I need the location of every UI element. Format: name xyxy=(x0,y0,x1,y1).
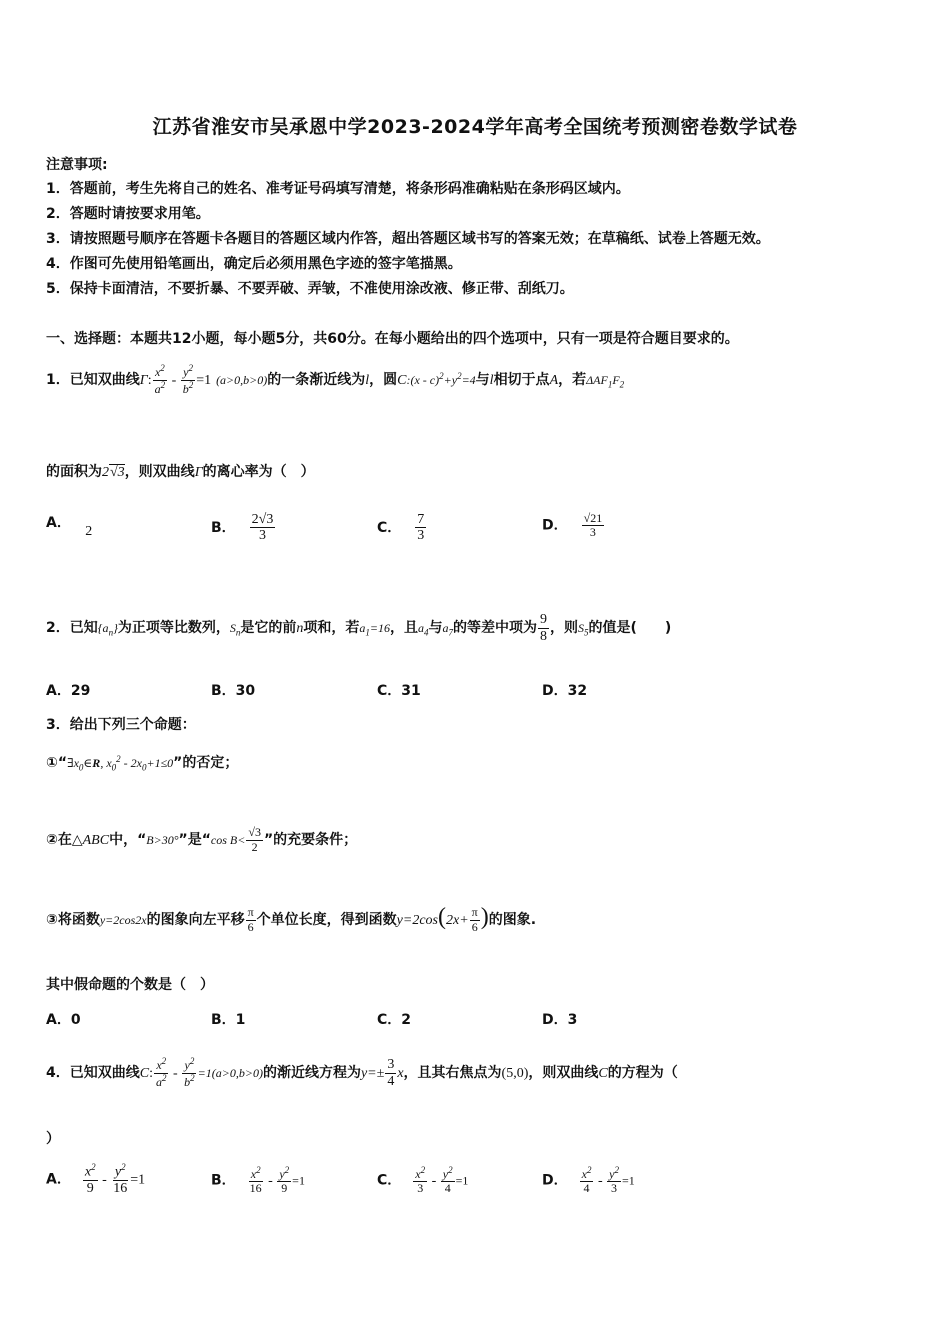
option-c[interactable]: C．31 xyxy=(377,683,421,699)
option-a[interactable]: A． $\frac{x^2}{9}$ - $\frac{y^2}{16}$ =1 xyxy=(46,1162,146,1197)
question-4: 4．已知双曲线C: $\frac{x^2}{a^2}$ - $\frac{y^2}{b^2}$ =1(a>0,b>0)的渐近线方程为y=± $\frac{3}{4}$ x，且其右焦点为(5,0)，则双曲线C的方程为（ xyxy=(46,1056,678,1089)
option-b[interactable]: B． $\frac{x^2}{16}$ - $\frac{y^2}{9}$ =1 xyxy=(211,1165,305,1196)
question-1-line-2: 的面积为2√3，则双曲线Γ的离心率为（ ） xyxy=(46,464,315,480)
question-1-line-1: 1．已知双曲线Γ: $\frac{x^2}{a^2}$ - $\frac{y^2}{b^2}$ =1 (a>0,b>0)的一条渐近线为l，圆C:(x - $c)^2+y^2=4$与l相切于点A，若$\Delta AF_1F_2$ xyxy=(46,363,625,396)
option-b[interactable]: B．30 xyxy=(211,683,256,699)
option-c[interactable]: C． $\frac{x^2}{3}$ - $\frac{y^2}{4}$ =1 xyxy=(377,1165,469,1196)
option-d[interactable]: D． $\frac{√21}{3}$ xyxy=(542,511,603,540)
notice-item: 3．请按照题号顺序在答题卡各题目的答题区域内作答，超出答题区域书写的答案无效；在草稿纸、试卷上答题无效。 xyxy=(46,231,770,247)
notice-heading: 注意事项: xyxy=(46,157,108,173)
section-heading: 一、选择题：本题共12小题，每小题5分，共60分。在每小题给出的四个选项中，只有一项是符合题目要求的。 xyxy=(46,331,739,347)
notice-item: 1．答题前，考生先将自己的姓名、准考证号码填写清楚，将条形码准确粘贴在条形码区域内。 xyxy=(46,181,630,197)
option-d[interactable]: D． $\frac{x^2}{4}$ - $\frac{y^2}{3}$ =1 xyxy=(542,1165,635,1196)
option-a[interactable]: A． 2 xyxy=(46,515,93,539)
question-3: 3．给出下列三个命题： xyxy=(46,717,196,733)
question-4-close: ） xyxy=(46,1131,60,1147)
option-c[interactable]: C．2 xyxy=(377,1012,412,1028)
notice-item: 2．答题时请按要求用笔。 xyxy=(46,206,210,222)
question-3-prompt: 其中假命题的个数是（ ） xyxy=(46,977,214,993)
option-a[interactable]: A．29 xyxy=(46,683,91,699)
proposition-3: ③将函数y=2cos2x的图象向左平移 $\frac{\pi}{6}$ 个单位长度，得到函数y=2cos(2x+ $\frac{\pi}{6}$ )的图象. xyxy=(46,904,537,934)
option-a[interactable]: A．0 xyxy=(46,1012,81,1028)
question-2: 2．已知$\{a_n\}$为正项等比数列，$S_n$是它的前n项和，若$a_1=16$，且$a_4$与$a_7$的等差中项为 $\frac{9}{8}$ ，则$S_5$的值是( ) xyxy=(46,612,672,644)
proposition-1: $①“\exists x_0\in R$, $x_0^2 - 2x_0+1\le 0$”的否定； xyxy=(46,754,239,773)
notice-item: 4．作图可先使用铅笔画出，确定后必须用黑色字迹的签字笔描黑。 xyxy=(46,256,462,272)
notice-item: 5．保持卡面清洁，不要折暴、不要弄破、弄皱，不准使用涂改液、修正带、刮纸刀。 xyxy=(46,281,574,297)
proposition-2: ②在△ABC中，“B>30°”是“cos B< $\frac{√3}{2}$ ”的充要条件； xyxy=(46,825,358,854)
option-b[interactable]: B．1 xyxy=(211,1012,246,1028)
option-c[interactable]: C． $\frac{7}{3}$ xyxy=(377,512,425,544)
option-b[interactable]: B． $\frac{2√3}{3}$ xyxy=(211,512,274,544)
page-title: 江苏省淮安市吴承恩中学2023-2024学年高考全国统考预测密卷数学试卷 xyxy=(152,116,798,138)
option-d[interactable]: D．3 xyxy=(542,1012,578,1028)
option-d[interactable]: D．32 xyxy=(542,683,588,699)
